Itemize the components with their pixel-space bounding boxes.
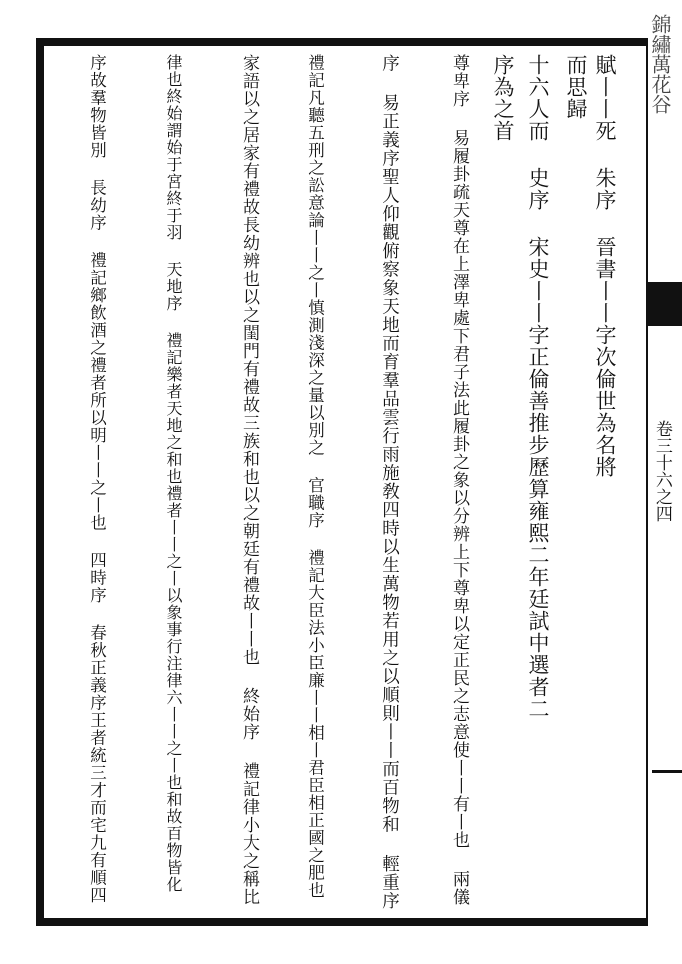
frame-bottom-border — [36, 918, 648, 926]
text-column-6: 序 易正義序聖人仰觀俯察象天地而育羣品雲行雨施敎四時以生萬物若用之以順則丨丨而百物和 輕重序 — [379, 54, 400, 910]
text-column-1: 賦丨丨死 朱序 晉書丨丨字次倫世為名將 — [593, 54, 617, 478]
fold-line — [652, 770, 682, 773]
text-column-2: 而思歸 — [564, 54, 588, 120]
text-column-7: 禮記凡聽五刑之訟意論丨丨之丨慎測淺深之量以別之 官職序 禮記大臣法小臣廉丨丨相丨君臣相正國之肥也 — [305, 54, 325, 899]
text-column-5: 尊卑序 易履卦疏天尊在上澤卑處下君子法此履卦之象以分辨上下尊卑以定正民之志意使丨丨有丨也 兩儀 — [449, 54, 469, 906]
frame-left-border — [36, 38, 44, 926]
text-column-9: 律也終始謂始于宮終于羽 天地序 禮記樂者天地之和也禮者丨丨之丨以象事行注律六丨丨之丨也和故百物皆化 — [164, 54, 183, 893]
margin-juan-label: 卷三十六之四 — [651, 420, 672, 522]
frame-right-border — [646, 46, 648, 918]
text-column-10: 序故羣物皆別 長幼序 禮記鄉飲酒之禮者所以明丨丨之丨也 四時序 春秋正義序王者統三才而宅九有順四 — [87, 54, 107, 904]
margin-book-title: 錦繡萬花谷 — [648, 14, 672, 114]
fold-mark — [648, 282, 682, 326]
text-column-4: 序為之首 — [491, 54, 515, 142]
frame-top-border — [36, 38, 648, 46]
text-column-3: 十六人而 史序 宋史丨丨字正倫善推步歷算雍熙二年廷試中選者二 — [526, 54, 550, 720]
text-column-8: 家語以之居家有禮故長幼辨也以之閨門有禮故三族和也以之朝廷有禮故丨丨也 終始序 禮記律小大之稱比 — [239, 54, 259, 906]
